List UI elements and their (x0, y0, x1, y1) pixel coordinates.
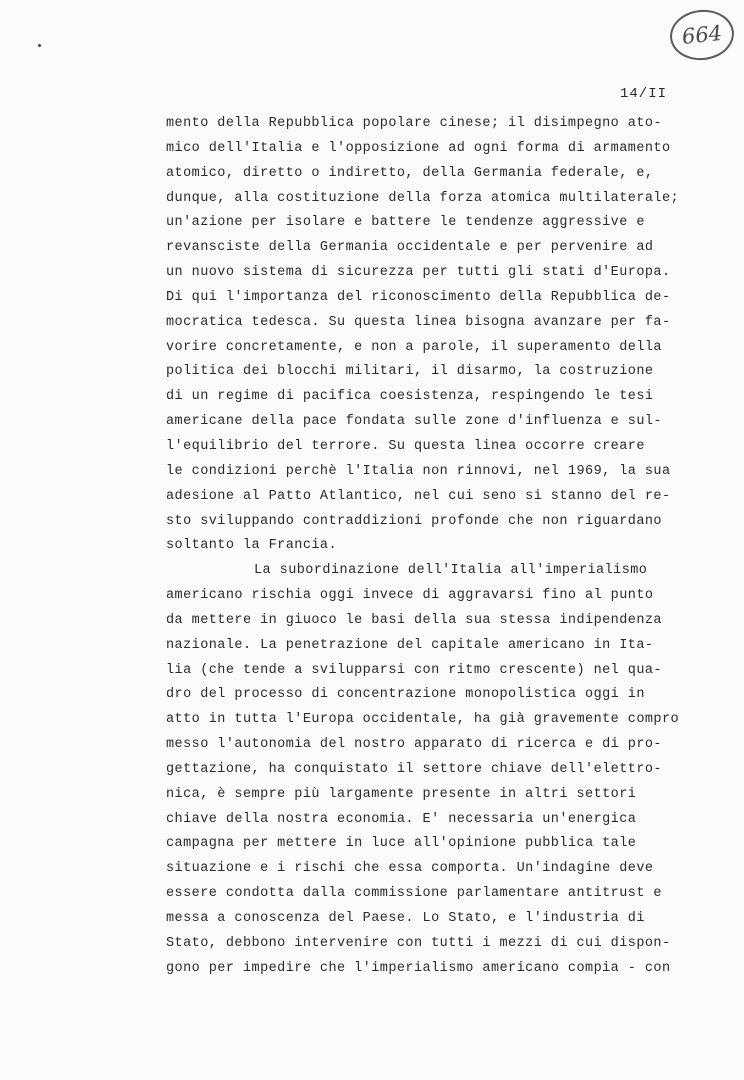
text-line: politica dei blocchi militari, il disarmo, la costruzione (166, 364, 654, 380)
text-line: essere condotta dalla commissione parlamentare antitrust e (166, 886, 662, 902)
text-line: campagna per mettere in luce all'opinione pubblica tale (166, 836, 637, 852)
text-line: nica, è sempre più largamente presente in altri settori (166, 786, 637, 802)
text-line: chiave della nostra economia. E' necessaria un'energica (166, 811, 637, 827)
text-line: situazione e i rischi che essa comporta. Un'indagine deve (166, 861, 654, 877)
text-line: gono per impedire che l'imperialismo americano compia - con (166, 960, 671, 976)
text-line: nazionale. La penetrazione del capitale americano in Ita- (166, 637, 654, 653)
text-line: Stato, debbono intervenire con tutti i mezzi di cui dispon- (166, 935, 671, 951)
text-line: americano rischia oggi invece di aggravarsi fino al punto (166, 588, 654, 604)
text-line: mocratica tedesca. Su questa linea bisogna avanzare per fa- (166, 314, 671, 330)
text-line: vorire concretamente, e non a parole, il superamento della (166, 339, 662, 355)
text-line: di un regime di pacifica coesistenza, respingendo le tesi (166, 389, 654, 405)
text-line: mico dell'Italia e l'opposizione ad ogni forma di armamento (166, 140, 671, 156)
text-line: soltanto la Francia. (166, 538, 338, 554)
text-line: dro del processo di concentrazione monopolistica oggi in (166, 687, 645, 703)
text-line: un'azione per isolare e battere le tendenze aggressive e (166, 215, 645, 231)
text-line: messo l'autonomia del nostro apparato di ricerca e di pro- (166, 737, 662, 753)
text-line: gettazione, ha conquistato il settore chiave dell'elettro- (166, 761, 662, 777)
ink-speck (38, 44, 41, 47)
text-line: atto in tutta l'Europa occidentale, ha già gravemente compro (166, 712, 680, 728)
paragraph-first-line: La subordinazione dell'Italia all'imperialismo (254, 563, 648, 579)
text-line: l'equilibrio del terrore. Su questa linea occorre creare (166, 438, 645, 454)
text-line: le condizioni perchè l'Italia non rinnovi, nel 1969, la sua (166, 463, 671, 479)
text-line: atomico, diretto o indiretto, della Germania federale, e, (166, 165, 654, 181)
body-text (166, 112, 711, 982)
text-line: revansciste della Germania occidentale e per pervenire ad (166, 240, 654, 256)
text-line: lia (che tende a svilupparsi con ritmo crescente) nel qua- (166, 662, 662, 678)
text-line: messa a conoscenza del Paese. Lo Stato, e l'industria di (166, 911, 645, 926)
handwritten-page-stamp: 664 (668, 7, 737, 63)
text-line: mento della Repubblica popolare cinese; il disimpegno ato- (166, 116, 662, 131)
text-line: dunque, alla costituzione della forza atomica multilaterale; (166, 190, 680, 206)
text-line: adesione al Patto Atlantico, nel cui seno si stanno del re- (166, 488, 671, 504)
text-line: sto sviluppando contraddizioni profonde che non riguardano (166, 513, 662, 529)
text-line: americane della pace fondata sulle zone d'influenza e sul- (166, 414, 662, 430)
text-line: Di qui l'importanza del riconoscimento della Repubblica de- (166, 289, 671, 305)
text-line: da mettere in giuoco le basi della sua stessa indipendenza (166, 612, 662, 628)
page-number: 14/II (620, 86, 668, 102)
text-line: un nuovo sistema di sicurezza per tutti gli stati d'Europa. (166, 265, 671, 281)
